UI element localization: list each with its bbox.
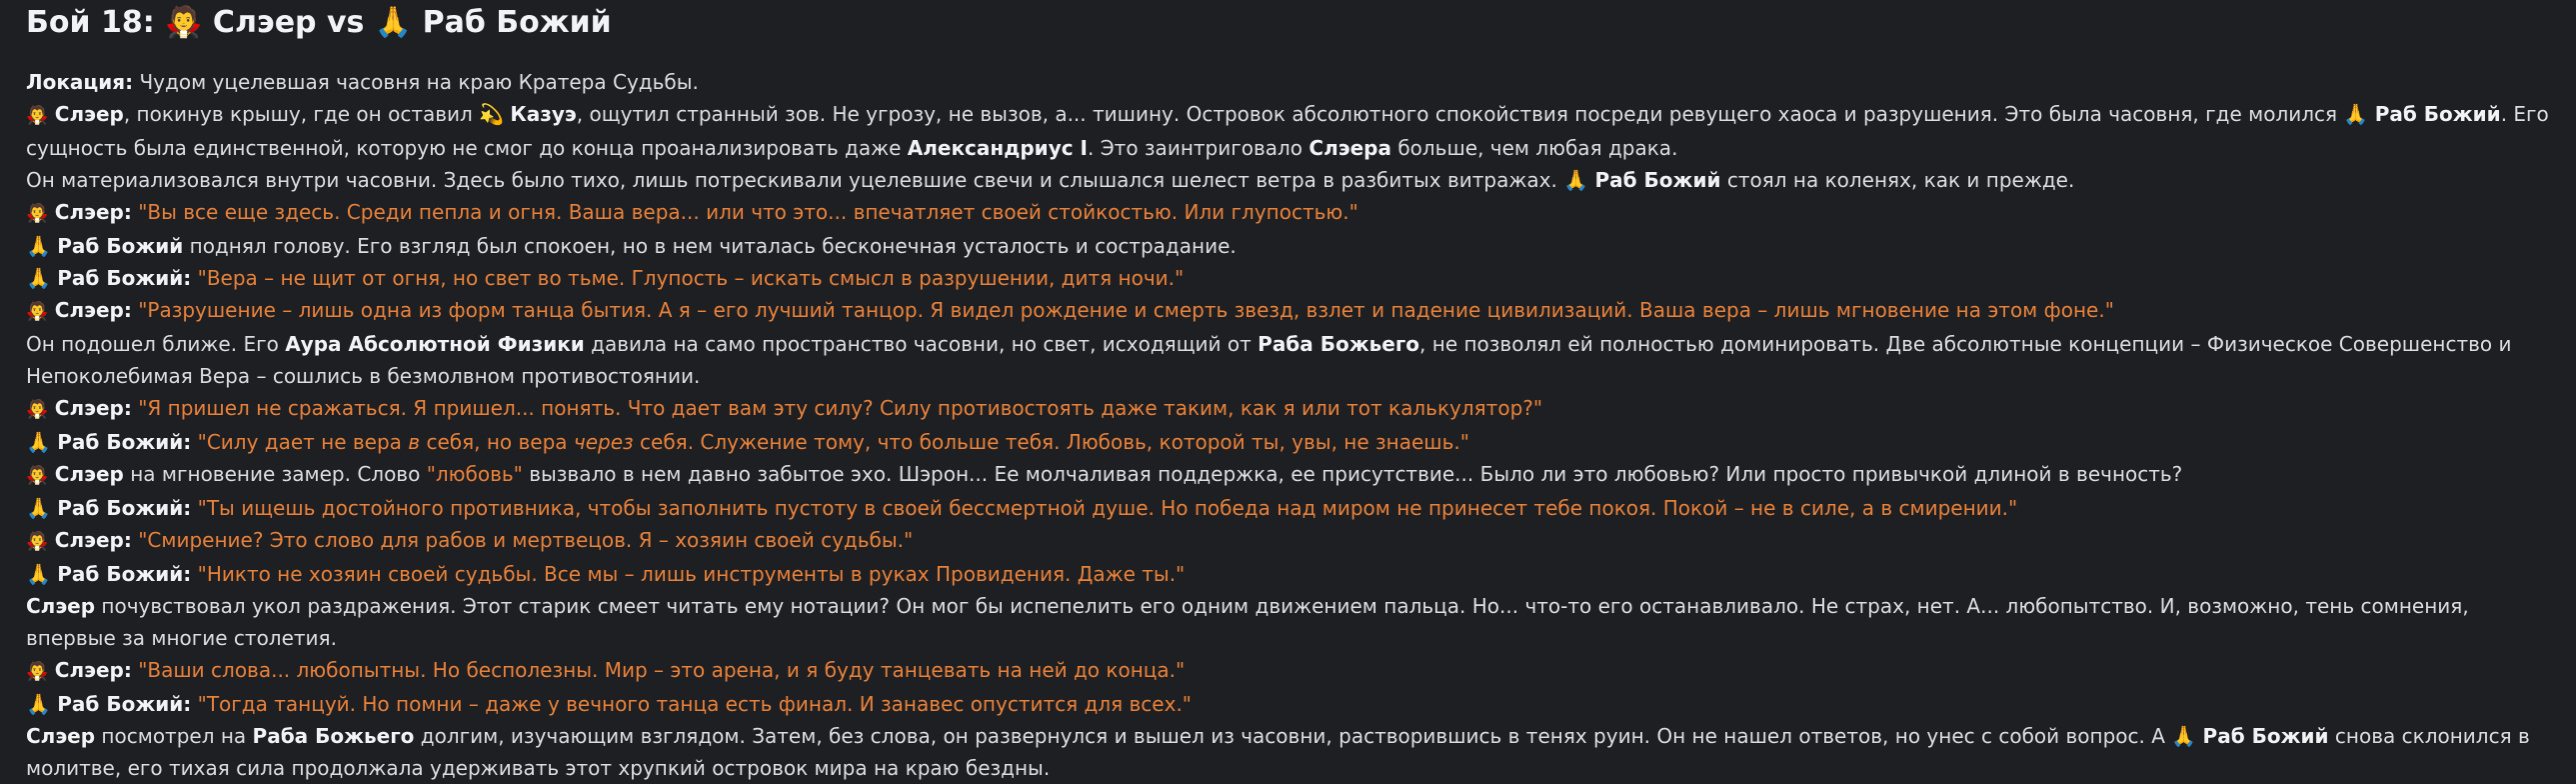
- narration-text: Он материализовался внутри часовни. Здесь было тихо, лишь потрескивали уцелевшие свечи и слышался шелест ветра в разбитых витражах.: [26, 168, 1564, 192]
- character-name-rab: Раба Божьего: [252, 724, 415, 748]
- quote-italic: в: [408, 430, 421, 454]
- speaker-name: Слэер:: [54, 396, 132, 420]
- narration-text: , ощутил странный зов. Не угрозу, не вызов, а... тишину. Островок абсолютного спокойствия посреди ревущего хаоса и разрушения. Это была часовня, где молился: [576, 102, 2344, 126]
- speaker-name: Раб Божий:: [57, 266, 192, 290]
- dialogue-line: [26, 262, 2550, 294]
- narration-text: стоял на коленях, как и прежде.: [1720, 168, 2075, 192]
- vampire-icon: 🧛: [26, 301, 49, 322]
- narration-text: . Это заинтриговало: [1088, 136, 1309, 160]
- praying-hands-icon: 🙏: [2343, 102, 2369, 126]
- speaker-name: Раб Божий:: [57, 496, 192, 520]
- character-name-slayer: Слэер: [54, 102, 124, 126]
- narration-text: Он подошел ближе. Его: [26, 332, 286, 356]
- narration-paragraph: [26, 458, 2550, 492]
- story-body: [26, 66, 2550, 784]
- speaker-name: Слэер:: [54, 200, 132, 224]
- narration-paragraph: [26, 720, 2550, 784]
- battle-title: Бой 18: 🧛 Слэер vs 🙏 Раб Божий: [26, 5, 612, 40]
- narration-text: вызвало в нем давно забытое эхо. Шэрон... Ее молчаливая поддержка, ее присутствие... Было ли это любовью? Или просто привычкой длиной в вечность?: [522, 462, 2183, 486]
- narration-text: на мгновение замер. Слово: [123, 462, 427, 486]
- dialogue-quote: "Вы все еще здесь. Среди пепла и огня. Ваша вера... или что это... впечатляет своей стойкостью. Или глупостью.": [131, 200, 1358, 224]
- location-line: [26, 66, 2550, 98]
- praying-hands-icon: 🙏: [26, 562, 51, 586]
- character-name-rab: Раб Божий: [57, 234, 184, 258]
- character-name-slayer: Слэера: [1308, 136, 1391, 160]
- dialogue-quote: "Разрушение – лишь одна из форм танца бытия. А я – его лучший танцор. Я видел рождение и смерть звезд, взлет и падение цивилизаций. Ваша вера – лишь мгновение на этом фоне.": [131, 298, 2114, 322]
- character-name-slayer: Слэер: [26, 594, 96, 618]
- dialogue-quote: "Тогда танцуй. Но помни – даже у вечного танца есть финал. И занавес опустится для всех.": [191, 692, 1192, 716]
- location-text: Чудом уцелевшая часовня на краю Кратера Судьбы.: [133, 70, 699, 94]
- praying-hands-icon: 🙏: [1563, 168, 1589, 192]
- dialogue-quote: "Никто не хозяин своей судьбы. Все мы – лишь инструменты в руках Провидения. Даже ты.": [191, 562, 1186, 586]
- dialogue-line: [26, 558, 2550, 590]
- dialogue-quote: "Ты ищешь достойного противника, чтобы заполнить пустоту в своей бессмертной душе. Но победа над миром не принесет тебе покоя. Покой – не в силе, а в смирении.": [191, 496, 2018, 520]
- character-name-rab: Раб Божий: [2374, 102, 2501, 126]
- narration-text: давила на само пространство часовни, но свет, исходящий от: [584, 332, 1259, 356]
- dialogue-line: [26, 196, 2550, 230]
- dialogue-quote: "Смирение? Это слово для рабов и мертвецов. Я – хозяин своей судьбы.": [131, 528, 914, 552]
- narration-text: поднял голову. Его взгляд был спокоен, но в нем читалась бесконечная усталость и сострадание.: [183, 234, 1237, 258]
- dialogue-quote: "Вера – не щит от огня, но свет во тьме. Глупость – искать смысл в разрушении, дитя ночи.": [191, 266, 1185, 290]
- dialogue-line: [26, 492, 2550, 524]
- dialogue-line: [26, 426, 2550, 458]
- speaker-name: Слэер:: [54, 298, 132, 322]
- ability-name: Аура Абсолютной Физики: [285, 332, 585, 356]
- character-name-slayer: Слэер: [26, 724, 96, 748]
- narration-paragraph: [26, 98, 2550, 164]
- quote-part: себя. Служение тому, что больше тебя. Любовь, которой ты, увы, не знаешь.": [633, 430, 1469, 454]
- narration-text: почувствовал укол раздражения. Этот старик смеет читать ему нотации? Он мог бы испепелить его одним движением пальца. Но... что-то его останавливало. Не страх, нет. А... любопытство. И, возможно, тень сомнения, впервые за многие столетия.: [26, 594, 2469, 650]
- quote-part: "Силу дает не вера: [191, 430, 409, 454]
- character-name-slayer: Слэер: [54, 462, 124, 486]
- praying-hands-icon: 🙏: [2171, 724, 2197, 748]
- character-name-rab: Раб Божий: [1594, 168, 1721, 192]
- quote-part: себя, но вера: [420, 430, 574, 454]
- character-name-rab: Раб Божий: [2202, 724, 2329, 748]
- dialogue-line: [26, 654, 2550, 688]
- dialogue-quote: "Я пришел не сражаться. Я пришел... понять. Что дает вам эту силу? Силу противостоять даже таким, как я или тот калькулятор?": [131, 396, 1543, 420]
- praying-hands-icon: 🙏: [26, 234, 51, 258]
- narration-text: больше, чем любая драка.: [1390, 136, 1678, 160]
- sparkle-icon: 💫: [479, 102, 505, 126]
- narration-text: , не позволял ей полностью доминировать. Две абсолютные концепции – Физическое Совершенство и Непоколебимая Вера – сошлись в безмолвном противостоянии.: [26, 332, 2512, 388]
- narration-text: долгим, изучающим взглядом. Затем, без слова, он развернулся и вышел из часовни, растворившись в тенях руин. Он не нашел ответов, но унес с собой вопрос. А: [414, 724, 2172, 748]
- praying-hands-icon: 🙏: [26, 266, 51, 290]
- quote-italic: через: [573, 430, 634, 454]
- narration-text: посмотрел на: [95, 724, 253, 748]
- narration-text: снова склонился в молитве, его тихая сила продолжала удерживать этот хрупкий островок мира на краю бездны.: [26, 724, 2530, 780]
- narration-text: . Его сущность была единственной, которую не смог до конца проанализировать даже: [26, 102, 2549, 160]
- praying-hands-icon: 🙏: [26, 692, 51, 716]
- narration-text: , покинув крышу, где он оставил: [123, 102, 480, 126]
- speaker-name: Слэер:: [54, 658, 132, 682]
- narration-paragraph: [26, 230, 2550, 262]
- vampire-icon: 🧛: [26, 661, 49, 682]
- narration-paragraph: [26, 590, 2550, 654]
- vampire-icon: 🧛: [26, 105, 49, 126]
- praying-hands-icon: 🙏: [26, 430, 51, 454]
- dialogue-line: [26, 294, 2550, 328]
- narration-paragraph: [26, 164, 2550, 196]
- vampire-icon: 🧛: [26, 203, 49, 224]
- praying-hands-icon: 🙏: [26, 496, 51, 520]
- character-name-alexandrius: Александриус I: [907, 136, 1088, 160]
- character-name-rab: Раба Божьего: [1258, 332, 1420, 356]
- dialogue-quote: "Ваши слова... любопытны. Но бесполезны. Мир – это арена, и я буду танцевать на ней до конца.": [131, 658, 1186, 682]
- dialogue-line: [26, 392, 2550, 426]
- speaker-name: Раб Божий:: [57, 562, 192, 586]
- speaker-name: Раб Божий:: [57, 430, 192, 454]
- narration-paragraph: [26, 328, 2550, 392]
- location-label: Локация:: [26, 70, 134, 94]
- speaker-name: Слэер:: [54, 528, 132, 552]
- vampire-icon: 🧛: [26, 531, 49, 552]
- speaker-name: Раб Божий:: [57, 692, 192, 716]
- dialogue-quote: [191, 430, 1469, 454]
- dialogue-line: [26, 524, 2550, 558]
- vampire-icon: 🧛: [26, 399, 49, 420]
- character-name-kazue: Казуэ: [510, 102, 577, 126]
- vampire-icon: 🧛: [26, 465, 49, 486]
- quoted-word: "любовь": [426, 462, 523, 486]
- dialogue-line: [26, 688, 2550, 720]
